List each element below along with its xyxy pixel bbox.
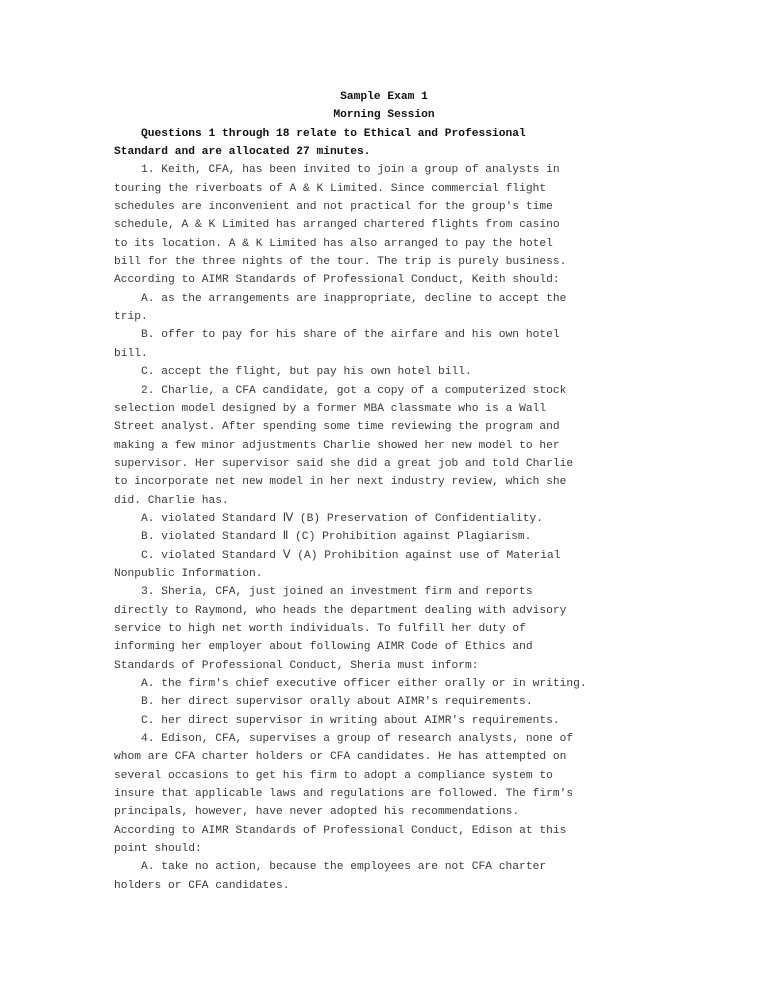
- text-line: principals, however, have never adopted his recommendations.: [114, 806, 520, 819]
- text-line: bill for the three nights of the tour. The trip is purely business.: [114, 256, 567, 269]
- text-line: did. Charlie has.: [114, 494, 229, 507]
- text-line: A. the firm's chief executive officer either orally or in writing.: [141, 678, 587, 690]
- section-intro-line: Questions 1 through 18 relate to Ethical and Professional: [141, 127, 526, 140]
- section-intro-line: Standard and are allocated 27 minutes.: [114, 146, 371, 159]
- text-line: touring the riverboats of A & K Limited. Since commercial flight: [114, 182, 547, 195]
- text-line: whom are CFA charter holders or CFA candidates. He has attempted on: [114, 751, 567, 764]
- text-line: B. her direct supervisor orally about AIMR's requirements.: [141, 696, 533, 709]
- text-line: to incorporate net new model in her next industry review, which she: [114, 476, 567, 489]
- text-line: C. accept the flight, but pay his own hotel bill.: [141, 366, 472, 379]
- text-line: B. offer to pay for his share of the airfare and his own hotel: [141, 329, 560, 342]
- text-line: Standards of Professional Conduct, Sheria must inform:: [114, 659, 479, 672]
- document-body: [114, 161, 594, 895]
- text-line: to its location. A & K Limited has also arranged to pay the hotel: [114, 237, 553, 250]
- text-line: making a few minor adjustments Charlie showed her new model to her: [114, 439, 560, 452]
- session-heading: Morning Session: [333, 109, 435, 122]
- text-line: C. her direct supervisor in writing about AIMR's requirements.: [141, 714, 560, 727]
- text-line: According to AIMR Standards of Professional Conduct, Edison at this: [114, 824, 567, 837]
- text-line: service to high net worth individuals. To fulfill her duty of: [114, 622, 526, 635]
- text-line: According to AIMR Standards of Professional Conduct, Keith should:: [114, 274, 560, 287]
- text-line: directly to Raymond, who heads the department dealing with advisory: [114, 604, 567, 617]
- text-line: several occasions to get his firm to adopt a compliance system to: [114, 769, 553, 782]
- text-line: point should:: [114, 843, 202, 856]
- text-line: 2. Charlie, a CFA candidate, got a copy of a computerized stock: [141, 384, 567, 397]
- text-line: holders or CFA candidates.: [114, 879, 290, 892]
- text-line: supervisor. Her supervisor said she did a great job and told Charlie: [114, 457, 574, 470]
- text-line: schedule, A & K Limited has arranged chartered flights from casino: [114, 219, 560, 232]
- text-line: B. violated Standard Ⅱ (C) Prohibition against Plagiarism.: [141, 531, 532, 544]
- text-line: A. take no action, because the employees are not CFA charter: [141, 861, 547, 874]
- text-line: insure that applicable laws and regulations are followed. The firm's: [114, 788, 574, 801]
- text-line: 1. Keith, CFA, has been invited to join a group of analysts in: [141, 164, 560, 177]
- text-line: C. violated Standard Ⅴ (A) Prohibition against use of Material: [141, 549, 561, 562]
- text-line: informing her employer about following AIMR Code of Ethics and: [114, 641, 533, 654]
- text-line: 3. Sheria, CFA, just joined an investment firm and reports: [141, 586, 533, 599]
- text-line: bill.: [114, 347, 148, 360]
- text-line: A. as the arrangements are inappropriate, decline to accept the: [141, 292, 567, 305]
- document-page: [114, 88, 594, 895]
- text-line: selection model designed by a former MBA classmate who is a Wall: [114, 402, 547, 415]
- text-line: Nonpublic Information.: [114, 567, 263, 580]
- document-title: Sample Exam 1: [340, 91, 428, 103]
- text-line: Street analyst. After spending some time reviewing the program and: [114, 421, 560, 434]
- text-line: 4. Edison, CFA, supervises a group of research analysts, none of: [141, 733, 574, 746]
- text-line: schedules are inconvenient and not practical for the group's time: [114, 201, 553, 214]
- text-line: trip.: [114, 311, 148, 324]
- text-line: A. violated Standard Ⅳ (B) Preservation of Confidentiality.: [141, 512, 543, 525]
